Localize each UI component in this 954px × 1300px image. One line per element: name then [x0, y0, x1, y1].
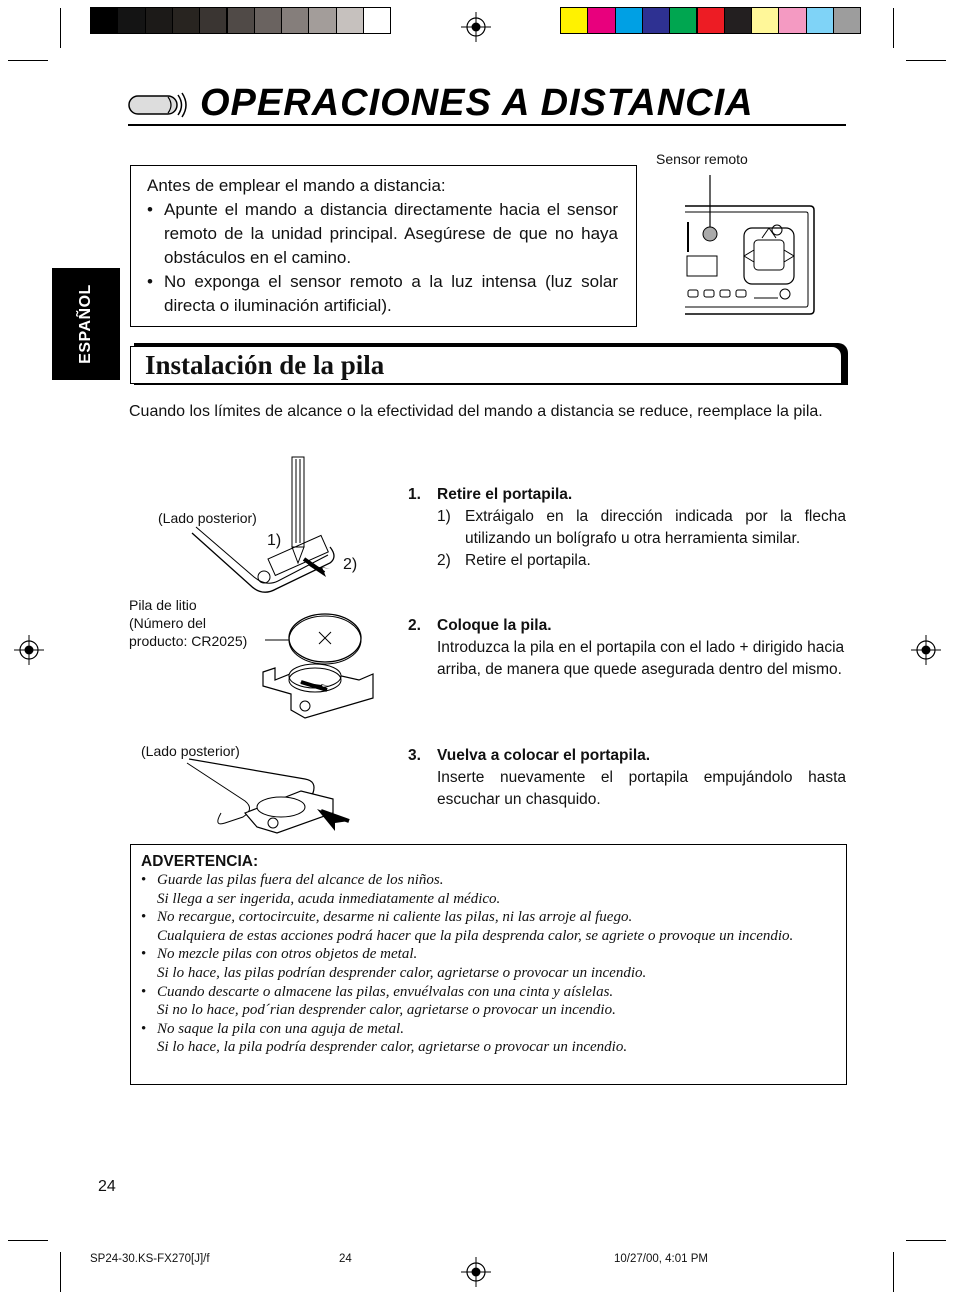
color-swatch: [778, 7, 806, 34]
color-swatch: [697, 7, 725, 34]
bullet: •: [141, 1020, 147, 1037]
warning-item: [141, 871, 836, 908]
step-1: 1. Retire el portapila. 1) Extráigalo en la dirección indicada por la flecha utilizando un bolígrafo u otra herramienta similar. 2) Retire el portapila.: [408, 486, 846, 569]
footer-right: 10/27/00, 4:01 PM: [614, 1253, 708, 1265]
intro-bullet: • Apunte el mando a distancia directamente hacia el sensor remoto de la unidad principal. Asegúrese de que no haya obstáculos en el camino.: [147, 200, 618, 267]
registration-mark-icon: [14, 635, 44, 665]
crop-mark: [906, 1240, 946, 1241]
warning-line: Si lo hace, la pila podría desprender calor, agrietarse o provocar un incendio.: [157, 1039, 628, 1056]
color-swatch: [254, 7, 282, 34]
language-tab: [52, 268, 120, 380]
color-swatch: [363, 7, 391, 34]
bullet: •: [141, 946, 147, 963]
warning-line: No mezcle pilas con otros objetos de metal.: [157, 946, 418, 963]
footer-center: 24: [339, 1253, 352, 1265]
remove-holder-illustration: [190, 455, 365, 600]
figure-label-back-side-2: (Lado posterior): [141, 743, 240, 759]
crop-mark: [893, 8, 894, 48]
color-swatch: [587, 7, 615, 34]
color-swatch: [172, 7, 200, 34]
color-swatch: [669, 7, 697, 34]
color-swatch: [806, 7, 834, 34]
color-swatch: [281, 7, 309, 34]
crop-mark: [60, 1252, 61, 1292]
footer-left: SP24-30.KS-FX270[J]/f: [90, 1253, 210, 1265]
registration-mark-icon: [911, 635, 941, 665]
color-swatch: [227, 7, 255, 34]
color-swatch: [117, 7, 145, 34]
warning-item: [141, 908, 836, 945]
registration-mark-icon: [461, 1257, 491, 1287]
figure-label-back-side: (Lado posterior): [158, 510, 257, 526]
color-swatch: [751, 7, 779, 34]
crop-mark: [60, 8, 61, 48]
color-swatch: [90, 7, 118, 34]
step-title: Coloque la pila.: [437, 617, 552, 634]
color-swatch: [615, 7, 643, 34]
sensor-label: Sensor remoto: [656, 151, 748, 167]
warning-line: No recargue, cortocircuite, desarme ni caliente las pilas, ni las arroje al fuego.: [157, 909, 633, 926]
warning-box: [130, 844, 847, 1085]
crop-mark: [893, 1252, 894, 1292]
warning-line: Si llega a ser ingerida, acuda inmediatamente al médico.: [157, 890, 501, 907]
insert-battery-illustration: [255, 610, 380, 725]
warning-line: Si no lo hace, pod´rian desprender calor, agrietarse o provocar un incendio.: [157, 1002, 616, 1019]
bullet: •: [141, 872, 147, 888]
crop-mark: [8, 60, 48, 61]
color-swatch: [560, 7, 588, 34]
crop-mark: [906, 60, 946, 61]
page-number: 24: [98, 1178, 116, 1195]
car-stereo-illustration: [682, 170, 822, 320]
warning-item: [141, 983, 836, 1020]
remote-control-icon: [128, 92, 190, 118]
language-tab-label: ESPAÑOL: [77, 284, 94, 364]
warning-line: Cuando descarte o almacene las pilas, envuélvalas con una cinta y aíslelas.: [157, 983, 614, 1000]
section-heading: Instalación de la pila: [145, 350, 385, 380]
warning-item: [141, 1020, 836, 1057]
color-swatch: [199, 7, 227, 34]
color-swatch: [724, 7, 752, 34]
intro-heading: Antes de emplear el mando a distancia:: [147, 176, 446, 195]
bullet: •: [141, 983, 147, 1000]
warning-heading: ADVERTENCIA:: [141, 853, 259, 870]
figure-label-battery: Pila de litio (Número del producto: CR2025): [129, 597, 248, 649]
section-heading-box: [130, 346, 842, 384]
replace-holder-illustration: [185, 757, 355, 847]
step-title: Retire el portapila.: [437, 486, 573, 503]
color-swatch: [642, 7, 670, 34]
color-swatch: [145, 7, 173, 34]
step-3: 3. Vuelva a colocar el portapila. Inserte nuevamente el portapila empujándolo hasta escuchar un chasquido.: [408, 747, 846, 808]
step-2: 2. Coloque la pila. Introduzca la pila en el portapila con el lado + dirigido hacia arriba, de manera que quede asegurada dentro del mismo.: [408, 617, 845, 678]
warning-line: Si lo hace, las pilas podrían desprender calor, agrietarse o provocar un incendio.: [157, 964, 647, 981]
figure-label-step-1: 1): [267, 532, 282, 549]
color-swatch: [833, 7, 861, 34]
page-title: OPERACIONES A DISTANCIA: [200, 82, 754, 124]
crop-mark: [8, 1240, 48, 1241]
intro-box: [130, 165, 637, 327]
warning-line: Cualquiera de estas acciones podrá hacer que la pila desprenda calor, se agriete o provoque un incendio.: [157, 927, 794, 944]
color-swatch: [336, 7, 364, 34]
title-rule: [128, 124, 846, 126]
warning-line: Guarde las pilas fuera del alcance de los niños.: [157, 872, 444, 888]
intro-bullet: • No exponga el sensor remoto a la luz intensa (luz solar directa o iluminación artificial).: [147, 272, 618, 315]
warning-list: [141, 871, 836, 1057]
bullet: •: [141, 909, 147, 926]
section-intro: Cuando los límites de alcance o la efectividad del mando a distancia se reduce, reemplace la pila.: [129, 403, 823, 420]
figure-label-step-2: 2): [343, 556, 358, 573]
warning-line: No saque la pila con una aguja de metal.: [157, 1020, 405, 1037]
color-swatch: [308, 7, 336, 34]
registration-mark-icon: [461, 12, 491, 42]
warning-item: [141, 945, 836, 982]
step-title: Vuelva a colocar el portapila.: [437, 747, 651, 764]
